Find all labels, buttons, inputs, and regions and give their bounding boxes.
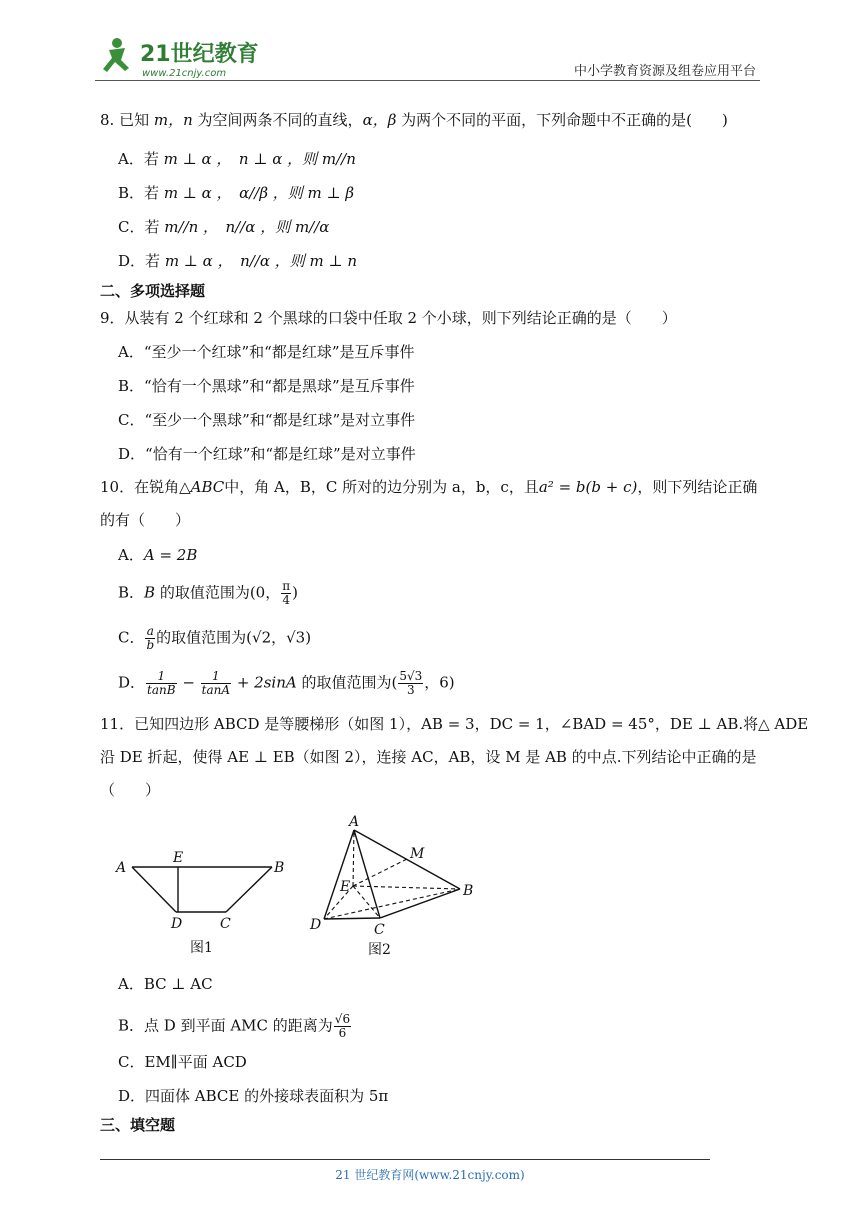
q8-option-b: B．若 m ⊥ α ， α//β ，则 m ⊥ β bbox=[118, 184, 355, 202]
fig2-label-m: M bbox=[410, 846, 425, 862]
fig1-label-b: B bbox=[274, 860, 285, 876]
fig1-label-d: D bbox=[171, 916, 183, 932]
q10-stem-line1: 10．在锐角△ABC中，角 A，B，C 所对的边分别为 a，b，c，且a² = b(b + c)，则下列结论正确 bbox=[100, 478, 758, 496]
fraction-1-over-tanB: $\frac{1}{\tan B}$ bbox=[147, 669, 176, 697]
fraction-1-over-tanA: $\frac{1}{\tan A}$ bbox=[201, 669, 231, 697]
q9-option-d: D．“恰有一个红球”和“都是红球”是对立事件 bbox=[118, 445, 416, 463]
q11-option-b: B．点 D 到平面 AMC 的距离为 $\frac{√6}{6}$ bbox=[118, 1012, 351, 1040]
site-logo bbox=[95, 34, 260, 80]
logo-main-text: 21世纪教育 bbox=[140, 42, 259, 67]
fraction-pi-over-4: $\frac{\pi}{4}$ bbox=[282, 579, 291, 607]
q10-option-c: C． $\frac{a}{b}$ 的取值范围为(√2，√3) bbox=[118, 624, 312, 652]
q10-option-a: A．A = 2B bbox=[118, 546, 198, 564]
footer-divider bbox=[100, 1159, 710, 1160]
q8-option-d: D．若 m ⊥ α ， n//α ，则 m ⊥ n bbox=[118, 252, 358, 270]
header-divider bbox=[95, 80, 760, 81]
q10-option-d: D． $\frac{1}{\tan B}$ − $\frac{1}{\tan A}$ + 2sinA 的取值范围为( $\frac{5√3}{3}$ ，6) bbox=[118, 669, 455, 697]
q8-option-c: C．若 m//n ， n//α ，则 m//α bbox=[118, 218, 330, 236]
fig2-caption: 图2 bbox=[368, 942, 391, 958]
fraction-a-over-b: $\frac{a}{b}$ bbox=[146, 624, 155, 652]
q8-option-a: A．若 m ⊥ α ， n ⊥ α ，则 m//n bbox=[118, 150, 356, 168]
fig2-label-e: E bbox=[340, 879, 351, 895]
q11-option-a: A．BC ⊥ AC bbox=[118, 975, 213, 993]
q10-stem-line2: 的有（ ） bbox=[100, 511, 191, 529]
fig1-label-e: E bbox=[173, 850, 184, 866]
fig1-label-c: C bbox=[220, 916, 231, 932]
q10-option-b: B．B 的取值范围为(0， $\frac{\pi}{4}$ ) bbox=[118, 579, 298, 607]
figure-1-trapezoid bbox=[110, 848, 290, 958]
header-platform-name: 中小学教育资源及组卷应用平台 bbox=[573, 64, 756, 79]
q11-stem-line1: 11．已知四边形 ABCD 是等腰梯形（如图 1），AB = 3，DC = 1，∠BAD = 45°，DE ⊥ AB.将△ ADE bbox=[100, 715, 809, 733]
section-heading-fill-in: 三、填空题 bbox=[100, 1116, 176, 1134]
q11-stem-line2: 沿 DE 折起，使得 AE ⊥ EB（如图 2），连接 AC，AB，设 M 是 AB 的中点.下列结论中正确的是 bbox=[100, 748, 757, 766]
fig2-label-d: D bbox=[310, 917, 322, 933]
footer-site-link[interactable]: 21 世纪教育网(www.21cnjy.com) bbox=[335, 1168, 525, 1182]
fig2-label-a: A bbox=[349, 814, 360, 830]
fraction-root6-over-6: $\frac{√6}{6}$ bbox=[334, 1012, 351, 1040]
fig1-caption: 图1 bbox=[190, 940, 213, 956]
q9-option-c: C．“至少一个黑球”和“都是红球”是对立事件 bbox=[118, 411, 416, 429]
q11-stem-line3: （ ） bbox=[100, 781, 161, 799]
q9-option-b: B．“恰有一个黑球”和“都是黑球”是互斥事件 bbox=[118, 377, 415, 395]
logo-sub-text: www.21cnjy.com bbox=[142, 68, 227, 79]
section-heading-multiple-choice: 二、多项选择题 bbox=[100, 282, 206, 300]
fig2-label-b: B bbox=[463, 883, 474, 899]
fig2-label-c: C bbox=[374, 922, 385, 938]
q9-stem: 9．从装有 2 个红球和 2 个黑球的口袋中任取 2 个小球，则下列结论正确的是（ ） bbox=[100, 309, 677, 327]
fig1-label-a: A bbox=[116, 860, 127, 876]
q11-option-d: D．四面体 ABCE 的外接球表面积为 5π bbox=[118, 1087, 389, 1105]
q9-option-a: A．“至少一个红球”和“都是红球”是互斥事件 bbox=[118, 343, 415, 361]
q8-stem: 8. 已知 m，n 为空间两条不同的直线，α，β 为两个不同的平面，下列命题中不正确的是( ) bbox=[100, 111, 728, 129]
fraction-5root3-over-3: $\frac{5√3}{3}$ bbox=[399, 669, 423, 697]
q11-option-c: C．EM∥平面 ACD bbox=[118, 1053, 247, 1071]
figure-2-tetrahedron bbox=[300, 812, 485, 962]
